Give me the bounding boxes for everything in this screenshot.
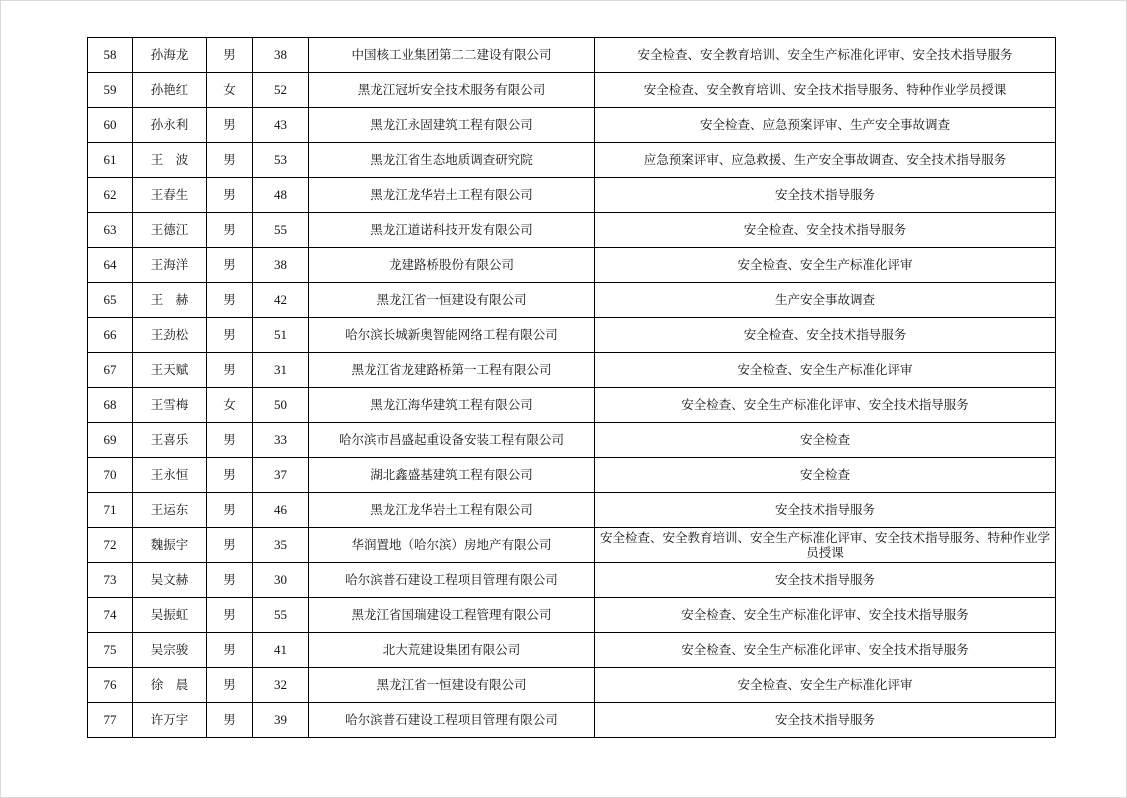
age-cell: 33 [253, 423, 309, 458]
company-cell: 湖北鑫盛基建筑工程有限公司 [309, 458, 595, 493]
row-number-cell: 70 [88, 458, 133, 493]
gender-cell: 男 [207, 213, 253, 248]
table-row [88, 563, 1056, 598]
table-row [88, 38, 1056, 73]
row-number-cell: 69 [88, 423, 133, 458]
service-scope-cell: 安全检查、安全生产标准化评审 [595, 353, 1056, 388]
table-row [88, 598, 1056, 633]
row-number-cell: 61 [88, 143, 133, 178]
gender-cell: 男 [207, 353, 253, 388]
age-cell: 32 [253, 668, 309, 703]
age-cell: 55 [253, 598, 309, 633]
gender-cell: 男 [207, 493, 253, 528]
age-cell: 42 [253, 283, 309, 318]
company-cell: 北大荒建设集团有限公司 [309, 633, 595, 668]
age-cell: 35 [253, 528, 309, 563]
table-row [88, 458, 1056, 493]
service-scope-cell: 应急预案评审、应急救援、生产安全事故调查、安全技术指导服务 [595, 143, 1056, 178]
service-scope-cell: 安全技术指导服务 [595, 493, 1056, 528]
name-cell: 孙永利 [133, 108, 207, 143]
table-row [88, 108, 1056, 143]
gender-cell: 男 [207, 248, 253, 283]
company-cell: 黑龙江省国瑞建设工程管理有限公司 [309, 598, 595, 633]
gender-cell: 女 [207, 388, 253, 423]
service-scope-cell: 安全检查、安全生产标准化评审、安全技术指导服务 [595, 388, 1056, 423]
service-scope-cell: 安全检查、安全生产标准化评审 [595, 248, 1056, 283]
row-number-cell: 74 [88, 598, 133, 633]
table-row [88, 143, 1056, 178]
table-row [88, 703, 1056, 738]
age-cell: 39 [253, 703, 309, 738]
company-cell: 哈尔滨普石建设工程项目管理有限公司 [309, 703, 595, 738]
age-cell: 38 [253, 248, 309, 283]
age-cell: 37 [253, 458, 309, 493]
row-number-cell: 60 [88, 108, 133, 143]
gender-cell: 男 [207, 143, 253, 178]
row-number-cell: 66 [88, 318, 133, 353]
table-row [88, 73, 1056, 108]
age-cell: 55 [253, 213, 309, 248]
table-row [88, 318, 1056, 353]
service-scope-cell: 安全检查 [595, 458, 1056, 493]
gender-cell: 男 [207, 633, 253, 668]
table-row [88, 423, 1056, 458]
table-row [88, 388, 1056, 423]
company-cell: 黑龙江省一恒建设有限公司 [309, 283, 595, 318]
row-number-cell: 76 [88, 668, 133, 703]
name-cell: 王春生 [133, 178, 207, 213]
gender-cell: 男 [207, 318, 253, 353]
company-cell: 黑龙江道诺科技开发有限公司 [309, 213, 595, 248]
name-cell: 王德江 [133, 213, 207, 248]
company-cell: 黑龙江永固建筑工程有限公司 [309, 108, 595, 143]
age-cell: 50 [253, 388, 309, 423]
age-cell: 51 [253, 318, 309, 353]
company-cell: 黑龙江省一恒建设有限公司 [309, 668, 595, 703]
name-cell: 王劲松 [133, 318, 207, 353]
service-scope-cell: 安全检查、应急预案评审、生产安全事故调查 [595, 108, 1056, 143]
age-cell: 52 [253, 73, 309, 108]
name-cell: 王海洋 [133, 248, 207, 283]
name-cell: 王 波 [133, 143, 207, 178]
row-number-cell: 75 [88, 633, 133, 668]
name-cell: 王天赋 [133, 353, 207, 388]
age-cell: 43 [253, 108, 309, 143]
table-row [88, 178, 1056, 213]
gender-cell: 男 [207, 703, 253, 738]
gender-cell: 男 [207, 668, 253, 703]
name-cell: 孙艳红 [133, 73, 207, 108]
name-cell: 王运东 [133, 493, 207, 528]
gender-cell: 男 [207, 528, 253, 563]
row-number-cell: 59 [88, 73, 133, 108]
age-cell: 30 [253, 563, 309, 598]
row-number-cell: 64 [88, 248, 133, 283]
company-cell: 黑龙江海华建筑工程有限公司 [309, 388, 595, 423]
name-cell: 孙海龙 [133, 38, 207, 73]
company-cell: 黑龙江省生态地质调查研究院 [309, 143, 595, 178]
service-scope-cell: 安全技术指导服务 [595, 178, 1056, 213]
table-row [88, 668, 1056, 703]
company-cell: 哈尔滨普石建设工程项目管理有限公司 [309, 563, 595, 598]
service-scope-cell: 安全检查 [595, 423, 1056, 458]
gender-cell: 男 [207, 38, 253, 73]
expert-roster-table [87, 37, 1056, 738]
row-number-cell: 67 [88, 353, 133, 388]
company-cell: 黑龙江龙华岩土工程有限公司 [309, 493, 595, 528]
gender-cell: 男 [207, 178, 253, 213]
table-row [88, 353, 1056, 388]
row-number-cell: 65 [88, 283, 133, 318]
service-scope-cell: 安全技术指导服务 [595, 563, 1056, 598]
company-cell: 龙建路桥股份有限公司 [309, 248, 595, 283]
row-number-cell: 58 [88, 38, 133, 73]
company-cell: 华润置地（哈尔滨）房地产有限公司 [309, 528, 595, 563]
gender-cell: 男 [207, 563, 253, 598]
row-number-cell: 63 [88, 213, 133, 248]
service-scope-cell: 安全检查、安全生产标准化评审 [595, 668, 1056, 703]
row-number-cell: 68 [88, 388, 133, 423]
table-row [88, 493, 1056, 528]
name-cell: 王喜乐 [133, 423, 207, 458]
name-cell: 王永恒 [133, 458, 207, 493]
table-row [88, 633, 1056, 668]
row-number-cell: 72 [88, 528, 133, 563]
gender-cell: 男 [207, 598, 253, 633]
age-cell: 53 [253, 143, 309, 178]
name-cell: 吴振虹 [133, 598, 207, 633]
service-scope-cell: 安全检查、安全生产标准化评审、安全技术指导服务 [595, 598, 1056, 633]
gender-cell: 男 [207, 423, 253, 458]
age-cell: 48 [253, 178, 309, 213]
name-cell: 魏振宇 [133, 528, 207, 563]
table-row [88, 213, 1056, 248]
name-cell: 王 赫 [133, 283, 207, 318]
row-number-cell: 77 [88, 703, 133, 738]
age-cell: 31 [253, 353, 309, 388]
company-cell: 黑龙江省龙建路桥第一工程有限公司 [309, 353, 595, 388]
service-scope-cell: 安全检查、安全生产标准化评审、安全技术指导服务 [595, 633, 1056, 668]
service-scope-cell: 生产安全事故调查 [595, 283, 1056, 318]
gender-cell: 女 [207, 73, 253, 108]
company-cell: 中国核工业集团第二二建设有限公司 [309, 38, 595, 73]
company-cell: 黑龙江龙华岩土工程有限公司 [309, 178, 595, 213]
table-row [88, 248, 1056, 283]
row-number-cell: 62 [88, 178, 133, 213]
name-cell: 许万宇 [133, 703, 207, 738]
service-scope-cell: 安全检查、安全技术指导服务 [595, 213, 1056, 248]
age-cell: 38 [253, 38, 309, 73]
name-cell: 徐 晨 [133, 668, 207, 703]
row-number-cell: 73 [88, 563, 133, 598]
service-scope-cell: 安全检查、安全技术指导服务 [595, 318, 1056, 353]
company-cell: 黑龙江冠圻安全技术服务有限公司 [309, 73, 595, 108]
gender-cell: 男 [207, 108, 253, 143]
service-scope-cell: 安全检查、安全教育培训、安全生产标准化评审、安全技术指导服务、特种作业学员授课 [595, 528, 1056, 563]
company-cell: 哈尔滨长城新奥智能网络工程有限公司 [309, 318, 595, 353]
table-body [88, 38, 1056, 738]
company-cell: 哈尔滨市昌盛起重设备安装工程有限公司 [309, 423, 595, 458]
name-cell: 吴宗骏 [133, 633, 207, 668]
table-row [88, 283, 1056, 318]
gender-cell: 男 [207, 283, 253, 318]
name-cell: 吴文赫 [133, 563, 207, 598]
service-scope-cell: 安全检查、安全教育培训、安全技术指导服务、特种作业学员授课 [595, 73, 1056, 108]
service-scope-cell: 安全技术指导服务 [595, 703, 1056, 738]
gender-cell: 男 [207, 458, 253, 493]
row-number-cell: 71 [88, 493, 133, 528]
age-cell: 41 [253, 633, 309, 668]
table-row [88, 528, 1056, 563]
service-scope-cell: 安全检查、安全教育培训、安全生产标准化评审、安全技术指导服务 [595, 38, 1056, 73]
name-cell: 王雪梅 [133, 388, 207, 423]
age-cell: 46 [253, 493, 309, 528]
